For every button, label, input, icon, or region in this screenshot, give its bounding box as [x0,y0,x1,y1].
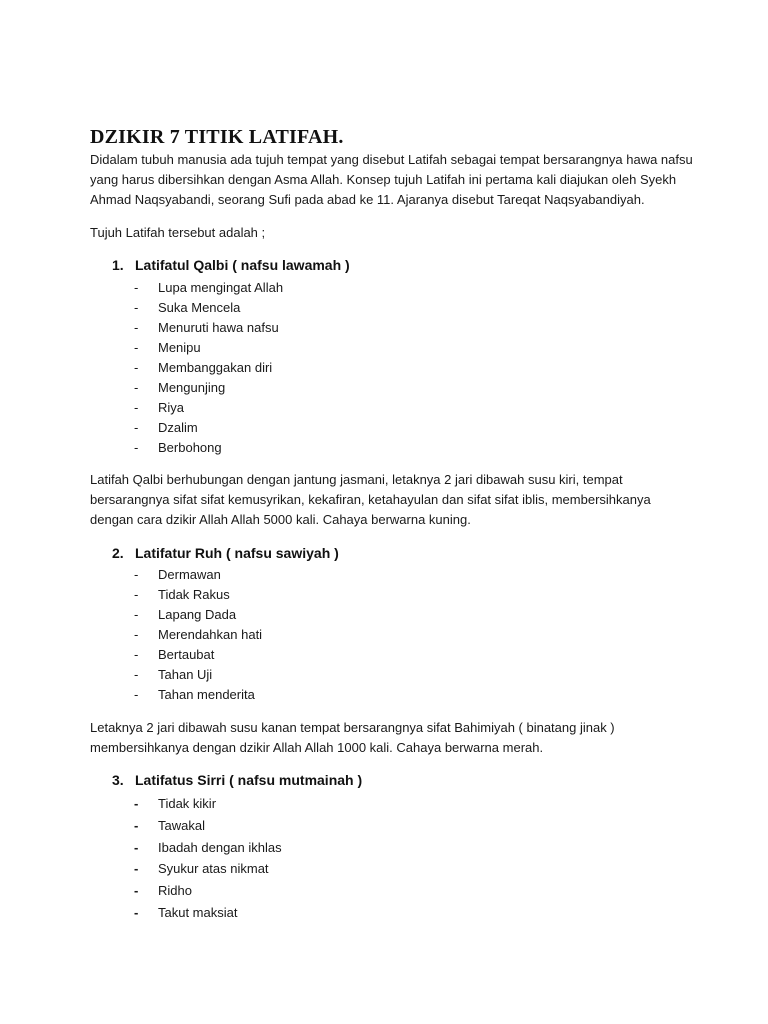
section-heading-2 [112,545,339,561]
list-item-text: Tahan menderita [158,687,255,702]
intro-line: Ahmad Naqsyabandi, seorang Sufi pada abad ke 11. Ajaranya disebut Tareqat Naqsyabandiyah. [90,192,645,207]
list-dash: - [134,647,139,662]
list-item-text: Membanggakan diri [158,360,273,375]
section-number: 1. [112,257,124,273]
list-item-text: Tidak kikir [158,796,217,811]
list-item-text: Takut maksiat [158,904,238,920]
description-line: bersarangnya sifat sifat kemusyrikan, kekafiran, ketahayulan dan sifat sifat iblis, membersihkanya [90,492,651,507]
list-dash: - [134,300,139,315]
document-title: DZIKIR 7 TITIK LATIFAH. [90,126,344,148]
list-item-text: Riya [158,400,185,415]
list-dash: - [134,360,139,375]
description-line: Latifah Qalbi berhubungan dengan jantung jasmani, letaknya 2 jari dibawah susu kiri, tempat [90,472,623,487]
list-dash: - [134,627,139,642]
list-item-text: Merendahkan hati [158,627,263,642]
section-title: Latifatul Qalbi ( nafsu lawamah ) [135,257,350,273]
list-item-text: Tahan Uji [158,667,213,682]
list-dash: - [134,440,139,455]
list-dash: - [134,320,139,335]
description-line: membersihkanya dengan dzikir Allah Allah 1000 kali. Cahaya berwarna merah. [90,740,544,755]
lead-text: Tujuh Latifah tersebut adalah ; [90,225,266,240]
list-item-text: Suka Mencela [158,300,241,315]
list-dash: - [134,861,139,877]
section-2-description [90,718,700,758]
list-item-text: Berbohong [158,440,222,455]
list-dash: - [134,839,139,855]
list-dash: - [134,587,139,602]
list-dash: - [134,607,139,622]
list-dash: - [134,796,139,811]
list-dash: - [134,400,139,415]
list-item-text: Bertaubat [158,647,215,662]
list-dash: - [134,904,139,920]
list-item-text: Ridho [158,883,192,899]
list-dash: - [134,280,139,295]
list-item-text: Lupa mengingat Allah [158,280,284,295]
section-number: 2. [112,545,124,561]
list-dash: - [134,667,139,682]
list-item-text: Mengunjing [158,380,226,395]
section-heading-1 [112,257,350,273]
list-dash: - [134,380,139,395]
intro-line: yang harus dibersihkan dengan Asma Allah. Konsep tujuh Latifah ini pertama kali diajukan oleh Syekh [90,172,677,187]
list-item-text: Lapang Dada [158,607,237,622]
list-dash: - [134,340,139,355]
list-dash: - [134,567,139,582]
list-item-text: Dzalim [158,420,198,435]
section-title: Latifatur Ruh ( nafsu sawiyah ) [135,545,339,561]
list-item-text: Tawakal [158,817,205,833]
list-item-text: Menipu [158,340,201,355]
list-item-text: Tidak Rakus [158,587,230,602]
list-item-text: Ibadah dengan ikhlas [158,839,282,855]
list-item-text: Menuruti hawa nafsu [158,320,279,335]
section-number: 3. [112,772,124,788]
description-line: dengan cara dzikir Allah Allah 5000 kali. Cahaya berwarna kuning. [90,512,471,527]
intro-paragraph [90,150,700,210]
list-dash: - [134,817,139,833]
list-dash: - [134,687,139,702]
description-line: Letaknya 2 jari dibawah susu kanan tempat bersarangnya sifat Bahimiyah ( binatang jinak ) [90,720,615,735]
list-item-text: Dermawan [158,567,221,582]
list-item-text: Syukur atas nikmat [158,861,269,877]
section-title: Latifatus Sirri ( nafsu mutmainah ) [135,772,363,788]
list-dash: - [134,420,139,435]
intro-line: Didalam tubuh manusia ada tujuh tempat yang disebut Latifah sebagai tempat bersarangnya hawa nafsu [90,152,693,167]
list-dash: - [134,883,139,899]
section-heading-3 [112,772,362,788]
section-1-description [90,470,700,530]
